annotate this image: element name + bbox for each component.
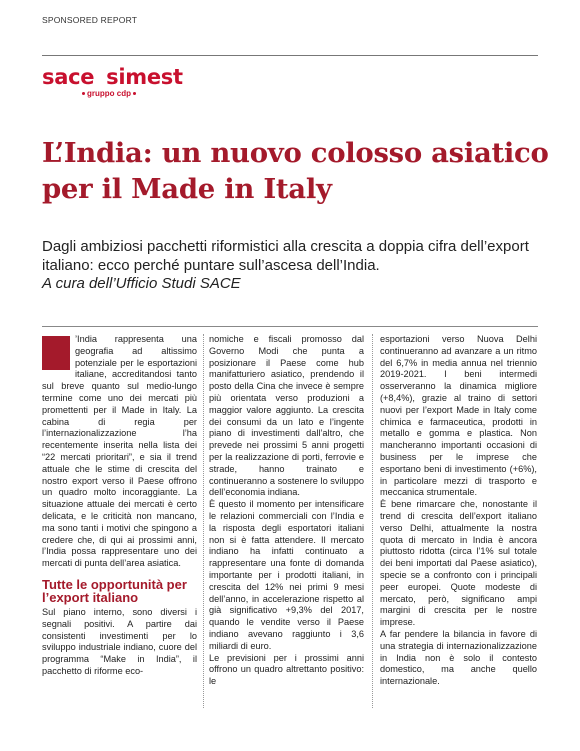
logo-part-sace: sace — [42, 65, 95, 89]
sace-simest-logo — [42, 66, 222, 110]
article-subtitle: Dagli ambiziosi pacchetti riformistici alla crescita a doppia cifra dell’export italiano: ecco perché puntare sull’ascesa dell’India. — [42, 238, 529, 274]
article-column-1 — [42, 334, 197, 678]
article-paragraph: È questo il momento per intensificare le relazioni commerciali con l’India e la risposta degli esportatori italiani non si è fatta attendere. Il mercato indiano ha infatti continuato a rappresentare una fonte di domanda importante per i prodotti italiani, in crescita del 12% nei primi 9 mesi dell’anno, in accelerazione rispetto al già significativo +9,3% del 2017, quando le vendite verso il Paese indiano avevano raggiunto i 3,6 miliardi di euro. — [209, 499, 364, 651]
logo-dot-icon — [82, 92, 85, 95]
section-title: Tutte le opportunità per l’export italiano — [42, 576, 187, 605]
lead-paragraph-text: ’India rappresenta una geografia ad altissimo potenziale per le esportazioni italiane, accreditandosi tanto sul breve quanto sul medio-lungo termine come uno dei mercati più promettenti per il Made in Italy. La cabina di regia per l’internazionalizzazione l’ha recentemente inserita nella lista dei “22 mercati prioritari”, e sia il trend attuale che le stime di crescita del nostro export verso il Paese offrono un quadro molto incoraggiante. La situazione attuale dei mercati è certo delicata, e le criticità non mancano, ma sono tanti i motivi che spingono a credere che, di qui ai prossimi anni, l’India possa rappresentare uno dei mercati di punta dell’area asiatica. — [42, 334, 197, 569]
article-column-2 — [209, 334, 364, 688]
article-paragraph — [42, 334, 197, 570]
article-paragraph: esportazioni verso Nuova Delhi continueranno ad avanzare a un ritmo del 6,7% in media annua nel triennio 2019-2021. I beni intermedi osserveranno la dinamica migliore (+8,4%), grazie al traino di settori nuovi per l’export Made in Italy come chimica e farmaceutica, prodotti in metallo e gomma e plastica. Non mancheranno importanti occasioni di business per le imprese che esportano beni di investimento (+6%), in particolare mezzi di trasporto e meccanica strumentale. — [380, 334, 537, 498]
article-column-3 — [380, 334, 537, 688]
logo-sub-text: gruppo cdp — [87, 89, 131, 98]
logo-dot-icon — [133, 92, 136, 95]
top-divider — [42, 55, 538, 56]
drop-cap-block — [42, 336, 70, 370]
article-paragraph: nomiche e fiscali promosso dal Governo Modi che punta a posizionare il Paese come hub manifatturiero asiatico, prendendo il posto della Cina che invece è sempre più orientata verso produzioni a maggior valore aggiunto. La crescita dei consumi da un lato e l’ingente piano di investimenti dall’altro, che prevede nei prossimi 5 anni progetti per la realizzazione di porti, ferrovie e strade, hanno trainato e continueranno a sostenere lo sviluppo dell’economia indiana. — [209, 334, 364, 498]
columns-divider — [42, 326, 538, 327]
article-title: L’India: un nuovo colosso asiatico per il Made in Italy — [42, 137, 549, 205]
logo-part-simest: simest — [106, 65, 183, 89]
column-separator — [372, 334, 373, 708]
column-separator — [203, 334, 204, 708]
logo-subline — [80, 89, 222, 98]
article-paragraph: Sul piano interno, sono diversi i segnali positivi. A partire dai consistenti investimenti per lo sviluppo industriale indiano, cuore del programma “Make in India”, il pacchetto di riforme eco- — [42, 606, 197, 676]
sponsored-report-label: SPONSORED REPORT — [42, 15, 138, 25]
article-paragraph: È bene rimarcare che, nonostante il trend di crescita dell’export italiano verso Delhi, attualmente la nostra quota di mercato in India è ancora piuttosto ridotta (circa l’1% sul totale dei beni importati dal Paese asiatico), specie se a confronto con i principali peer europei. Quote modeste di mercato, però, significano ampi margini di crescita per le nostre imprese. — [380, 499, 537, 628]
article-paragraph: Le previsioni per i prossimi anni offrono un quadro altrettanto positivo: le — [209, 652, 364, 687]
logo-wordmark — [42, 66, 222, 88]
article-author: A cura dell’Ufficio Studi SACE — [42, 275, 241, 292]
article-paragraph: A far pendere la bilancia in favore di una strategia di internazionalizzazione in India non è solo il contesto domestico, ma anche quello internazionale. — [380, 628, 537, 687]
